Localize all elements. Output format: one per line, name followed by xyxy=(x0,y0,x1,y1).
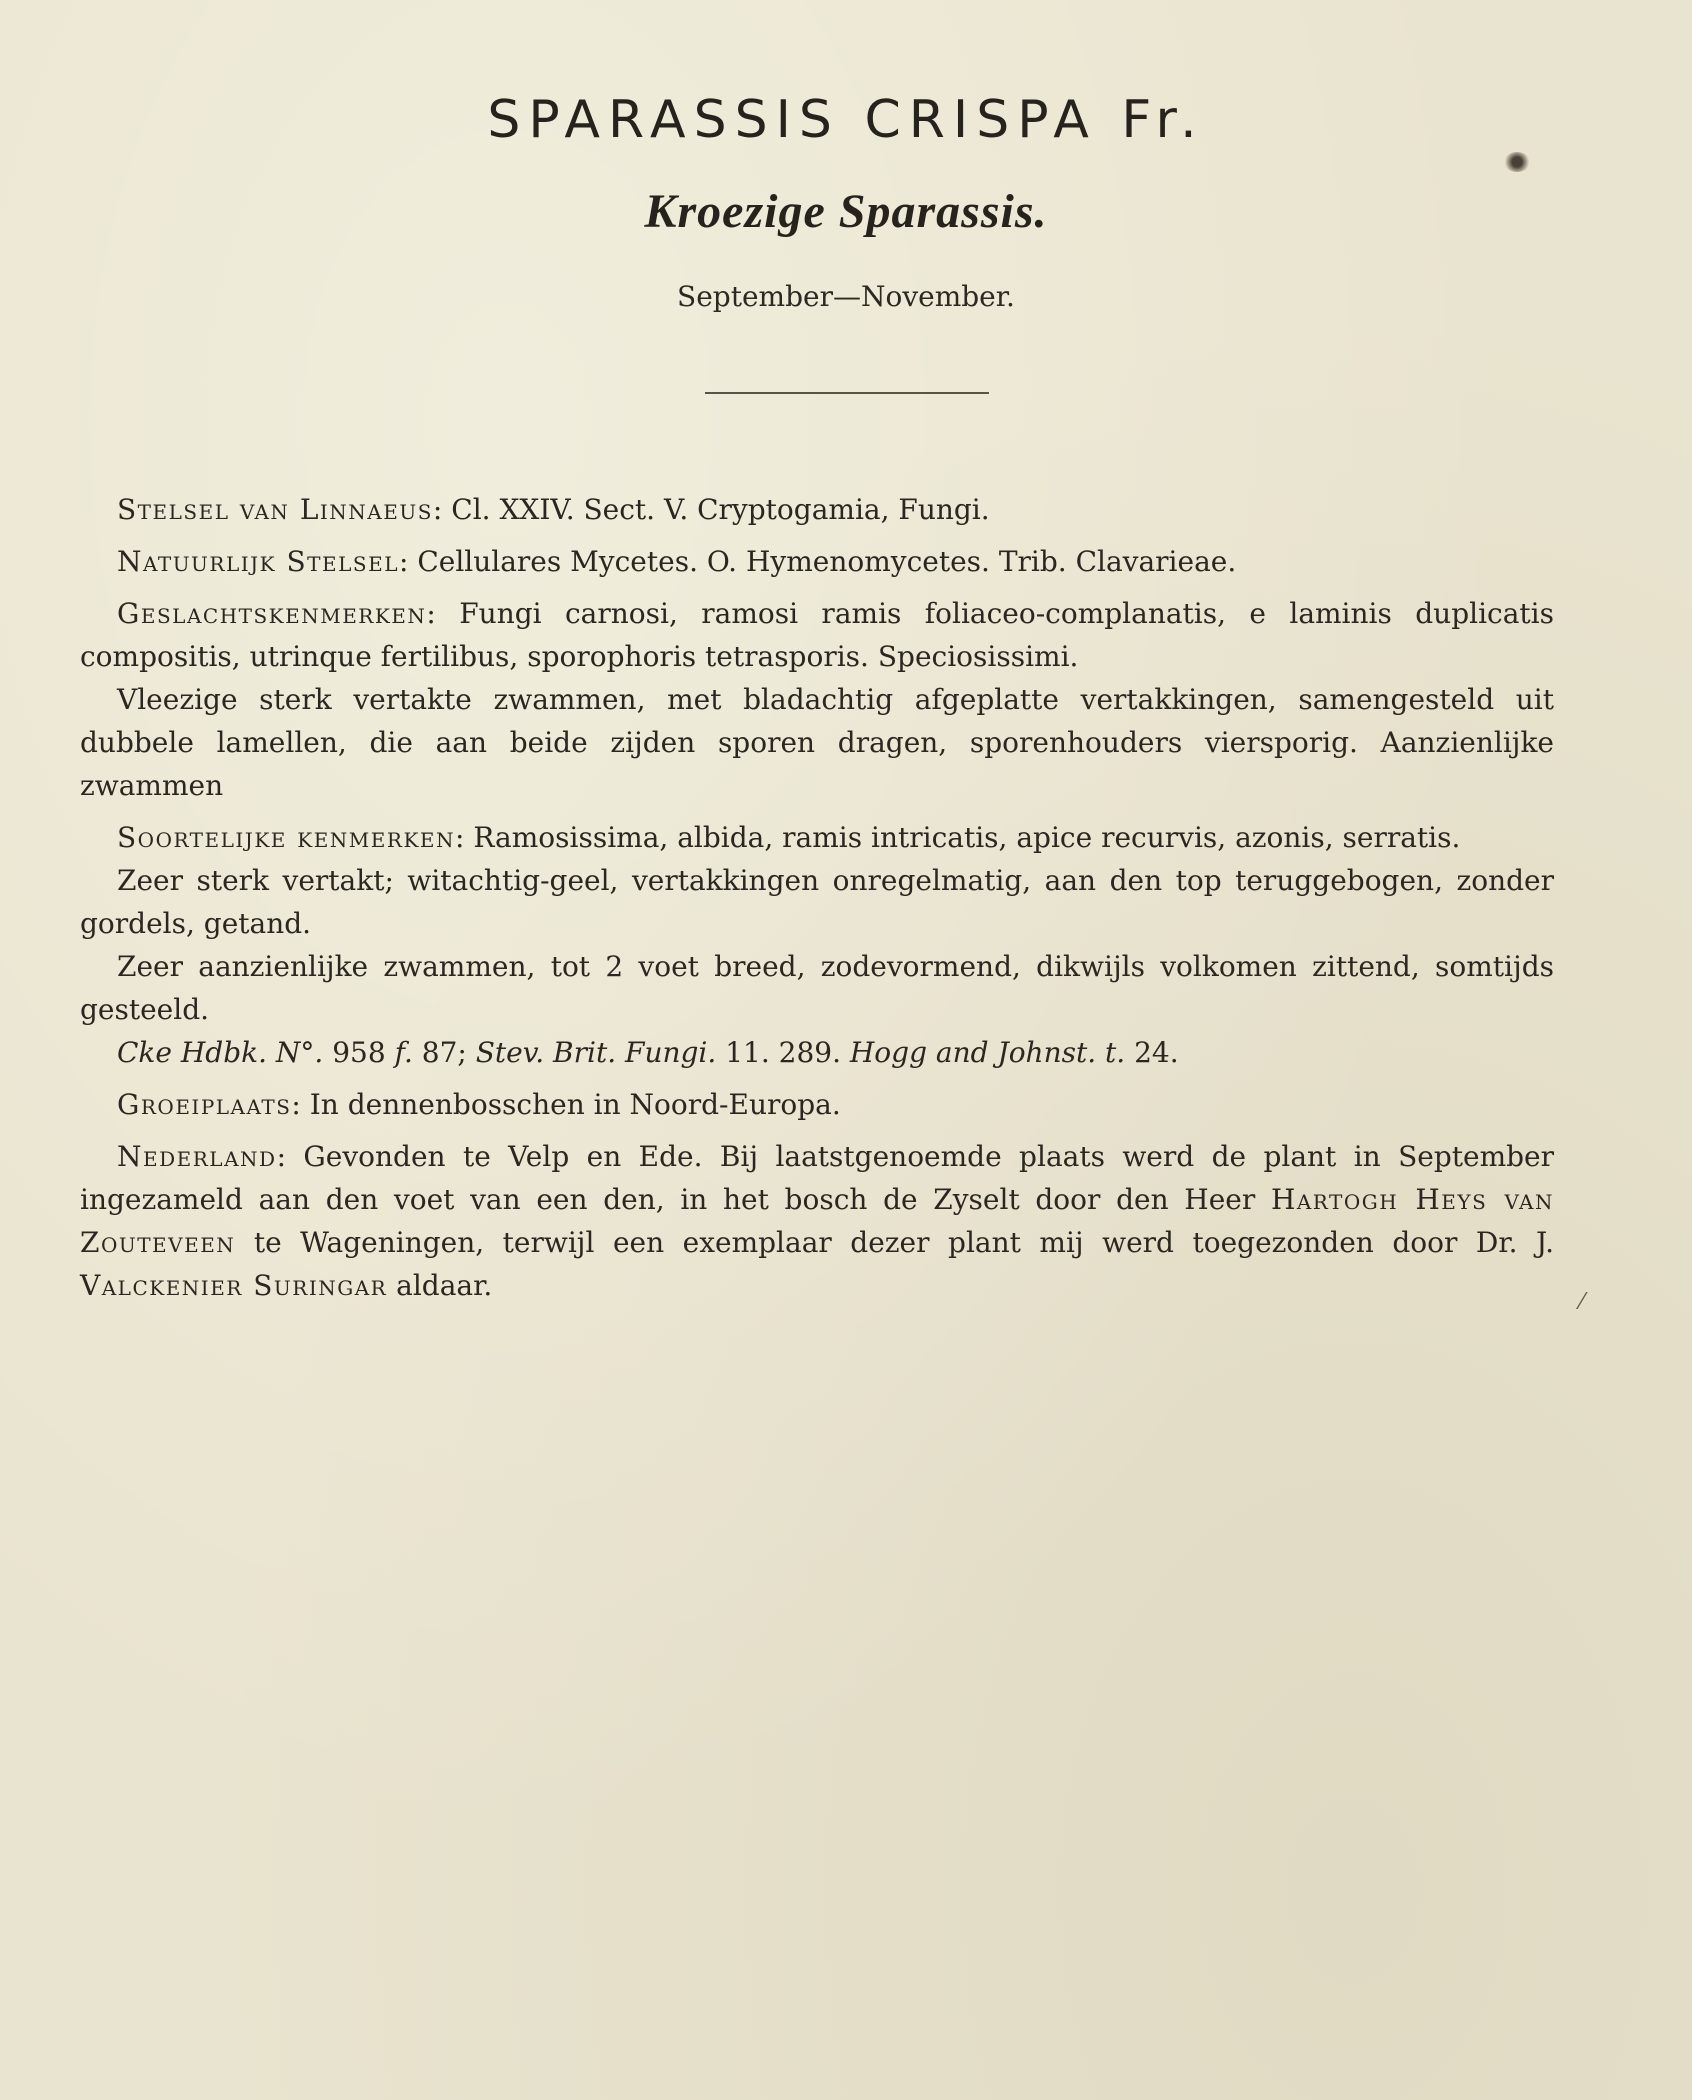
genus-dutch-text: Vleezige sterk vertakte zwammen, met bladachtig afgeplatte vertakkingen, samengesteld uit dubbele lamellen, die aan beide zijden sporen dragen, sporenhouders viersporig. Aanzienlijke zwammen xyxy=(80,683,1554,802)
netherlands-paragraph: Nederland: Gevonden te Velp en Ede. Bij laatstgenoemde plaats werd de plant in September ingezameld aan den voet van een den, in het bosch de Zyselt door den Heer Hartogh Heys van Zouteveen te Wageningen, terwijl een exemplaar dezer plant mij werd toegezonden door Dr. J. Valckenier Suringar aldaar. xyxy=(80,1140,1555,1302)
species-text: Ramosissima, albida, ramis intricatis, apice recurvis, azonis, serratis. xyxy=(473,821,1461,854)
genus-text: Fungi carnosi, ramosi ramis foliaceo-complanatis, e laminis duplicatis compositis, utrinque fertilibus, sporophoris tetrasporis. Speciosissimi. xyxy=(80,597,1554,673)
ref-stevenson-author: Stev. xyxy=(475,1036,545,1069)
natural-system-paragraph: Natuurlijk Stelsel: Cellulares Mycetes. O. Hymenomycetes. Trib. Clavarieae. xyxy=(117,545,1237,578)
divider-rule xyxy=(705,392,989,394)
species-dutch-paragraph xyxy=(80,859,1554,945)
page-title: SPARASSIS CRISPA Fr. xyxy=(487,90,1205,150)
linnaeus-label: Stelsel van Linnaeus xyxy=(117,493,433,526)
ref-stevenson-brit: Brit. xyxy=(553,1036,617,1069)
body-text xyxy=(80,488,1555,1316)
netherlands-text-2: te Wageningen, terwijl een exemplaar dezer plant mij werd toegezonden door Dr. J. xyxy=(253,1226,1555,1259)
ref-cooke-handbook: Cke Hdbk. xyxy=(117,1036,267,1069)
ref-hogg-plate: 24. xyxy=(1134,1036,1179,1069)
sender-name: Valckenier Suringar xyxy=(80,1269,388,1302)
ref-cooke-figure-label: f. xyxy=(394,1036,413,1069)
species-description-paragraph xyxy=(80,945,1554,1031)
references-paragraph xyxy=(117,1031,1554,1074)
ref-hogg-plate-label: t. xyxy=(1105,1036,1126,1069)
linnaeus-text: Cl. XXIV. Sect. V. Cryptogamia, Fungi. xyxy=(451,493,990,526)
habitat-text: In dennenbosschen in Noord-Europa. xyxy=(309,1088,841,1121)
ref-stevenson-fungi: Fungi. xyxy=(625,1036,717,1069)
season-text: September—November. xyxy=(677,280,1015,313)
habitat-label: Groeiplaats xyxy=(117,1088,292,1121)
genus-dutch-paragraph xyxy=(80,678,1554,807)
species-label: Soortelijke kenmerken xyxy=(117,821,455,854)
species-dutch-text: Zeer sterk vertakt; witachtig-geel, vertakkingen onregelmatig, aan den top teruggebogen, zonder gordels, getand. xyxy=(80,864,1554,940)
linnaeus-paragraph: Stelsel van Linnaeus: Cl. XXIV. Sect. V. Cryptogamia, Fungi. xyxy=(117,493,990,526)
species-description-text: Zeer aanzienlijke zwammen, tot 2 voet breed, zodevormend, dikwijls volkomen zittend, somtijds gesteeld. xyxy=(80,950,1554,1026)
ref-hogg-johnstone: Hogg and Johnst. xyxy=(849,1036,1097,1069)
habitat-paragraph: Groeiplaats: In dennenbosschen in Noord-Europa. xyxy=(117,1088,841,1121)
collector-name: Hartogh Heys van Zouteveen xyxy=(80,1183,1554,1259)
natural-system-text: Cellulares Mycetes. O. Hymenomycetes. Trib. Clavarieae. xyxy=(417,545,1237,578)
ref-stevenson-volume: 11. xyxy=(725,1036,770,1069)
ref-cooke-number: 958 xyxy=(332,1036,386,1069)
ref-cooke-number-label: N°. xyxy=(275,1036,324,1069)
netherlands-label: Nederland xyxy=(117,1140,277,1173)
natural-system-label: Natuurlijk Stelsel xyxy=(117,545,399,578)
dutch-name-subtitle: Kroezige Sparassis. xyxy=(644,185,1048,238)
ink-smudge xyxy=(1504,152,1530,172)
ref-cooke-figure: 87; xyxy=(421,1036,467,1069)
genus-paragraph: Geslachtskenmerken: Fungi carnosi, ramosi ramis foliaceo-complanatis, e laminis duplicatis compositis, utrinque fertilibus, sporophoris tetrasporis. Speciosissimi. xyxy=(80,597,1554,673)
netherlands-text-3: aldaar. xyxy=(396,1269,493,1302)
species-paragraph: Soortelijke kenmerken: Ramosissima, albida, ramis intricatis, apice recurvis, azonis, serratis. xyxy=(117,821,1461,854)
ref-stevenson-page: 289. xyxy=(778,1036,841,1069)
genus-label: Geslachtskenmerken xyxy=(117,597,427,630)
netherlands-text-1: Gevonden te Velp en Ede. Bij laatstgenoemde plaats werd de plant in September ingezameld aan den voet van een den, in het bosch de Zyselt door den Heer xyxy=(80,1140,1554,1216)
pencil-mark: ⁄ xyxy=(1580,1290,1584,1315)
